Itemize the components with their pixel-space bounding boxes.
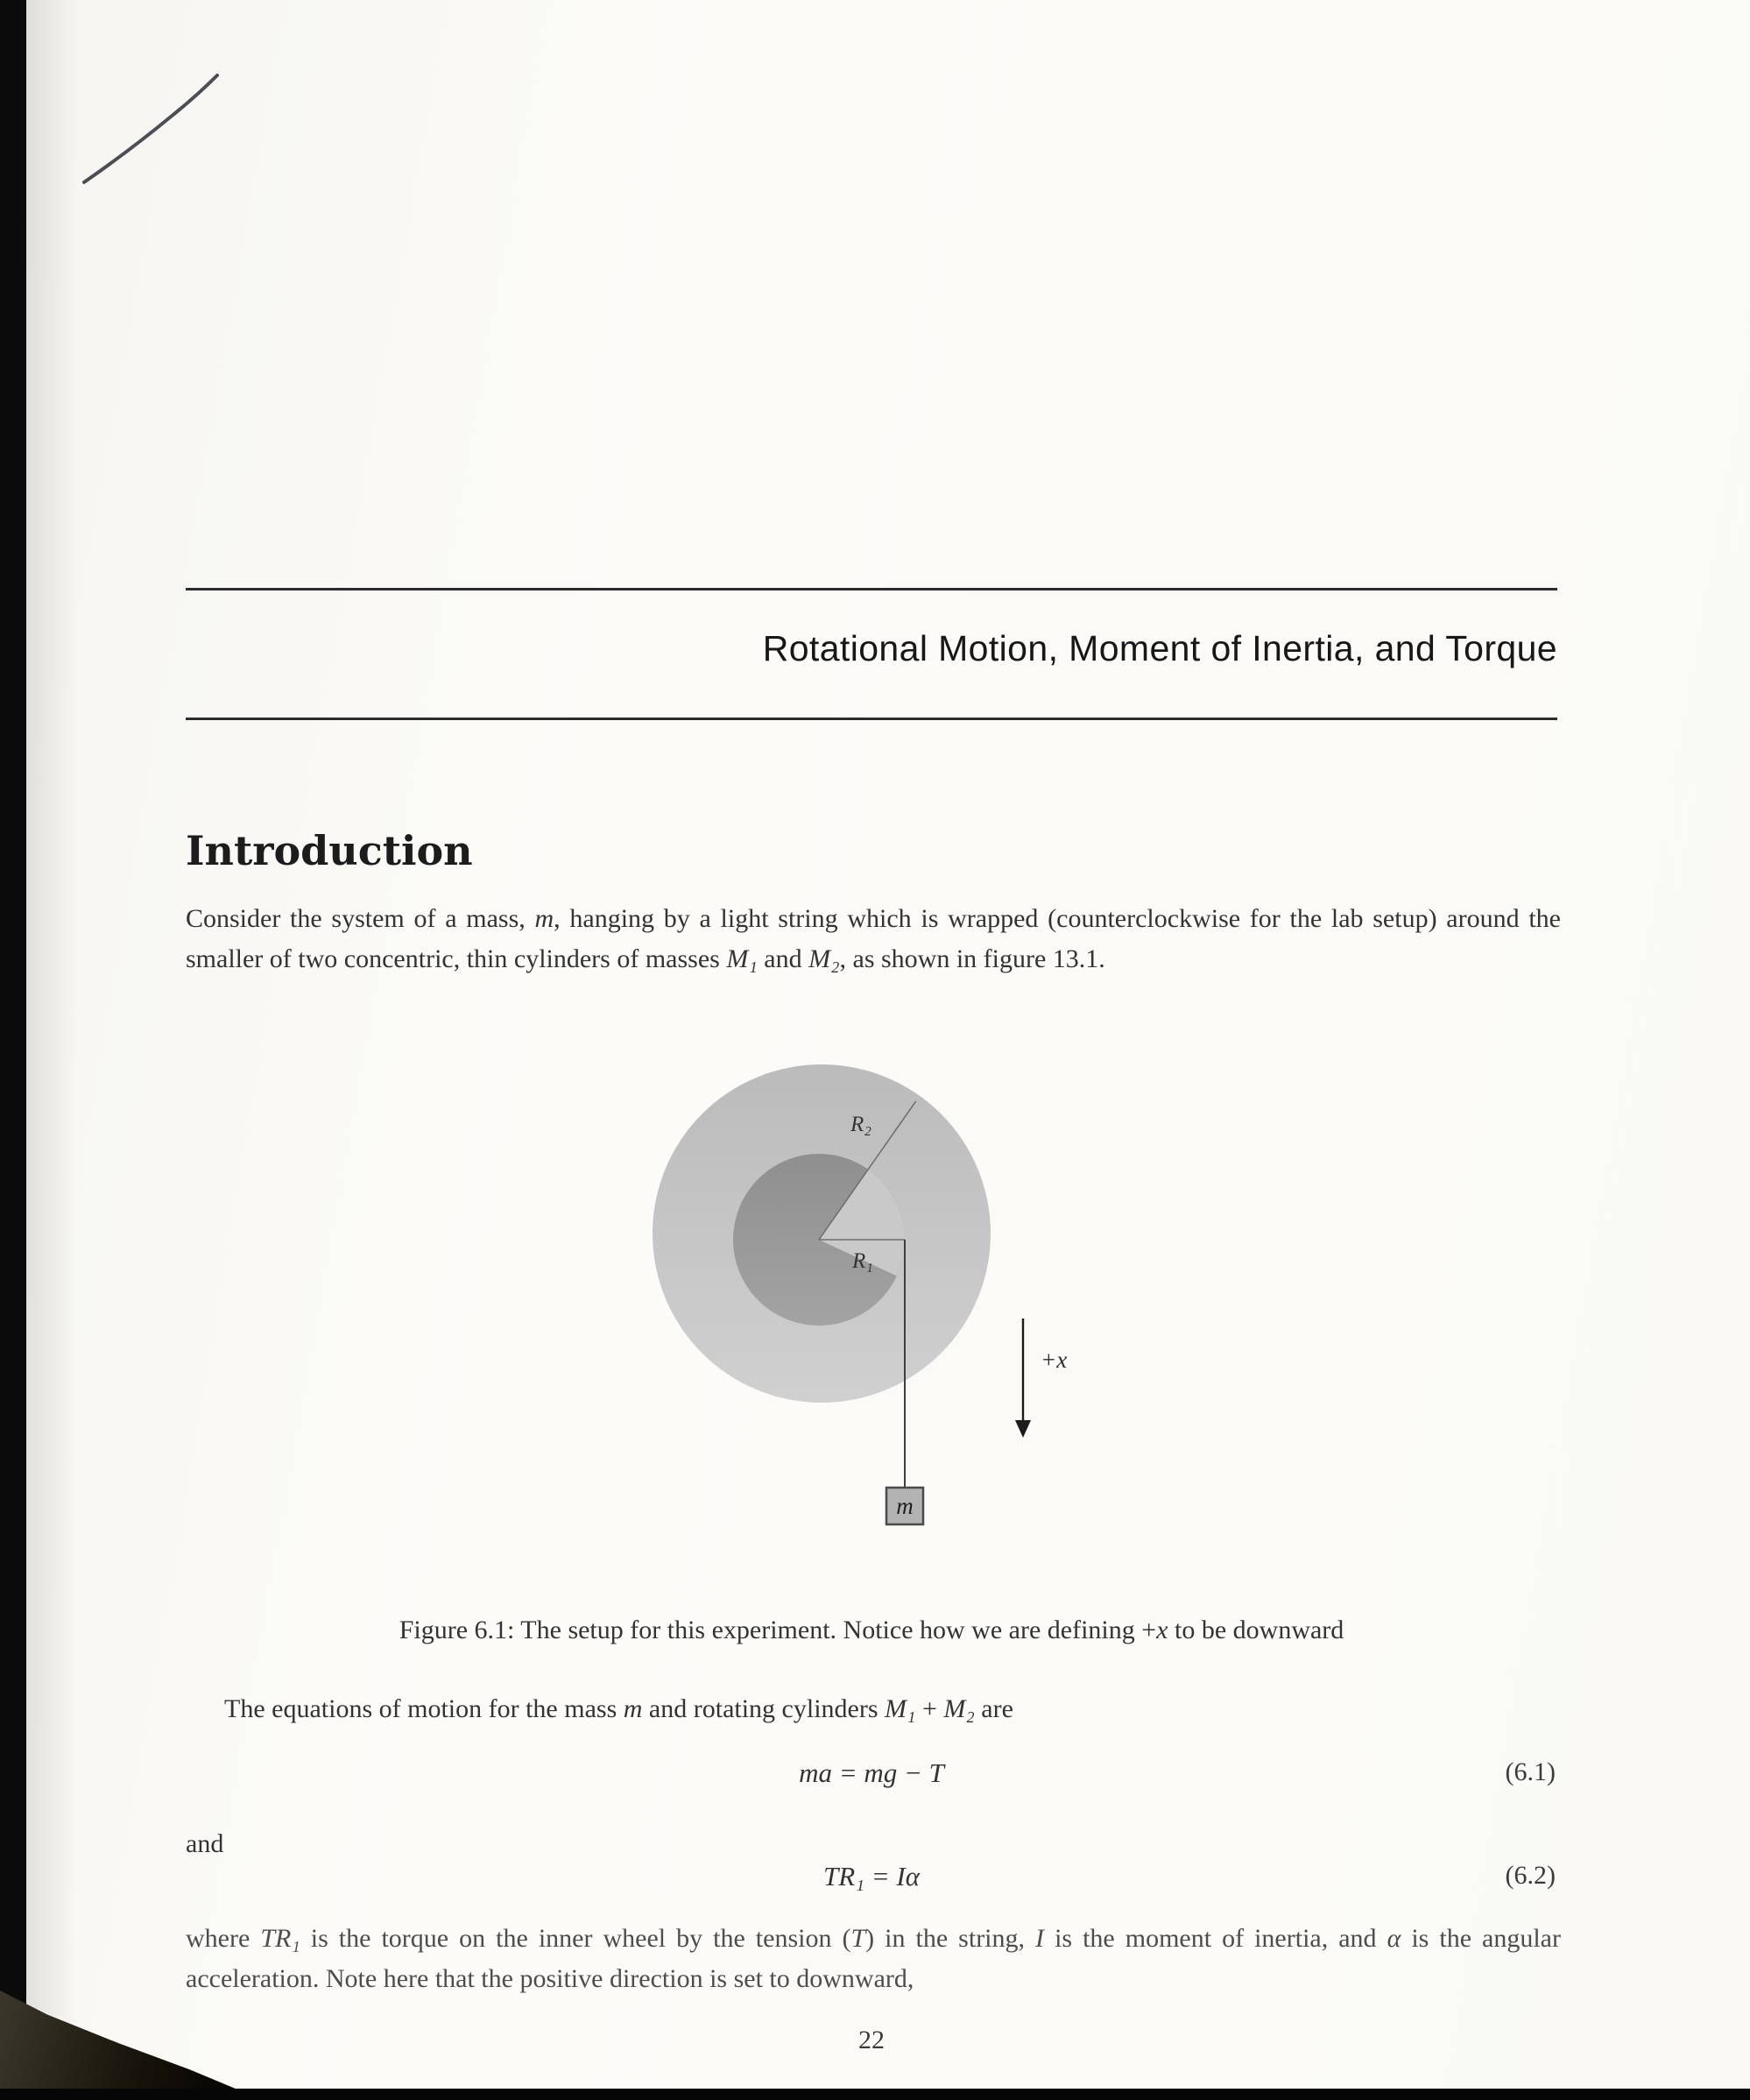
header-rule-top [186,588,1557,590]
mass-label: m [896,1493,914,1519]
math-var-tr1: TR₁ [260,1924,300,1953]
math-var-x: x [1156,1616,1168,1644]
pen-mark [77,68,226,191]
equation-6-2-number: (6.2) [1505,1861,1556,1890]
text-run: where [186,1924,261,1953]
equation-6-2 [186,1861,1557,1892]
outer-radius-label: R₂ [850,1113,871,1136]
scan-edge-bottom [0,2089,1750,2100]
text-run: Consider the system of a mass, [186,904,535,933]
axis-label: +x [1041,1347,1068,1373]
text-run: + [915,1694,944,1723]
text-run: The equations of motion for the mass [224,1694,624,1723]
text-run: is the moment of inertia, and [1044,1924,1387,1953]
text-run: and rotating cylinders [642,1694,886,1723]
closing-paragraph [186,1919,1561,1999]
section-heading-introduction: Introduction [186,827,473,874]
math-var-t: T [850,1924,866,1953]
text-run: and [757,944,809,973]
chapter-title: Rotational Motion, Moment of Inertia, and Torque [762,628,1557,668]
page-number: 22 [858,2026,885,2054]
math-var-m: m [623,1694,643,1723]
text-run: , hanging by a light string which is wrapped (counterclockwise for the lab setup) around the smaller of two concentric, thin cylinders of masses [186,904,1561,973]
equation-6-2-body: TR₁ = Iα [823,1861,920,1891]
axis-arrow-head [1015,1420,1031,1438]
text-run: , as shown in figure 13.1. [839,944,1105,973]
text-run: are [974,1694,1013,1723]
header-rule-bottom [186,718,1557,720]
text-run: Figure 6.1: The setup for this experiment. Notice how we are defining + [399,1616,1157,1644]
text-run: is the torque on the inner wheel by the tension ( [300,1924,851,1953]
equation-6-1-number: (6.1) [1505,1757,1556,1786]
intro-paragraph [186,899,1561,979]
text-run: is the angular acceleration. Note here that the positive direction is set to downward, [186,1924,1561,1993]
figure-caption [186,1610,1557,1651]
scan-edge-left [0,0,26,2100]
math-var-i: I [1035,1924,1045,1953]
pen-mark-stroke [84,75,217,182]
math-var-m2: M₂ [943,1694,975,1723]
text-run: to be downward [1168,1616,1344,1644]
math-var-m1: M₁ [726,944,758,973]
math-var-m1: M₁ [885,1694,916,1723]
math-var-alpha: α [1387,1924,1401,1953]
equations-intro-paragraph [224,1689,1557,1729]
math-var-m: m [534,904,554,933]
scan-gutter-shadow [26,0,79,2100]
figure-6-1-diagram [561,1047,1226,1555]
inner-radius-label: R₁ [852,1249,873,1273]
text-run: ) in the string, [865,1924,1036,1953]
math-var-m2: M₂ [808,944,840,973]
equation-6-1-body: ma = mg − T [799,1757,944,1788]
equation-connector-text: and [186,1829,224,1858]
equation-6-1 [186,1757,1557,1789]
